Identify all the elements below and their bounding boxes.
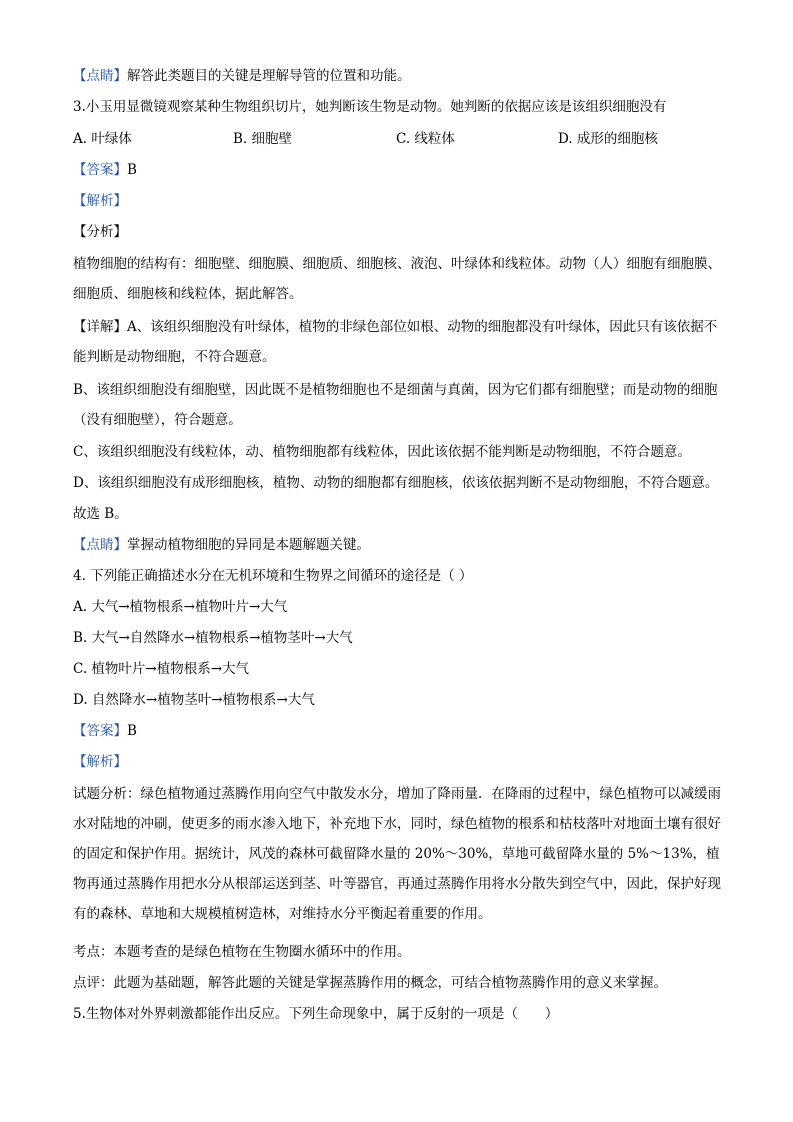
q3-xiangjie-a — [73, 312, 723, 372]
q3-xiangjie-b: B、该组织细胞没有细胞壁，因此既不是植物细胞也不是细菌与真菌，因为它们都有细胞壁；而是动物的细胞（没有细胞壁），符合题意。 — [73, 382, 718, 428]
dianjing-text: 解答此类题目的关键是理解导管的位置和功能。 — [127, 68, 411, 84]
dianjing-label: 【点睛】 — [73, 68, 127, 84]
q4-option-d: D. 自然降水→植物茎叶→植物根系→大气 — [73, 692, 315, 708]
q4-stem: 4. 下列能正确描述水分在无机环境和生物界之间循环的途径是（ ） — [73, 568, 473, 584]
q3-xiangjie-c: C、该组织细胞没有线粒体，动、植物细胞都有线粒体，因此该依据不能判断是动物细胞，不符合题意。 — [73, 444, 691, 460]
answer-value: B — [127, 723, 137, 739]
xiangjie-label: 【详解】 — [73, 319, 127, 335]
q4-kaodian: 考点：本题考查的是绿色植物在生物圈水循环中的作用。 — [73, 944, 411, 960]
answer-value: B — [127, 162, 137, 178]
q4-dianping: 点评：此题为基础题，解答此题的关键是掌握蒸腾作用的概念，可结合植物蒸腾作用的意义来掌握。 — [73, 975, 667, 991]
q4-option-b: B. 大气→自然降水→植物根系→植物茎叶→大气 — [73, 630, 353, 646]
q5-stem: 5.生物体对外界刺激都能作出反应。下列生命现象中，属于反射的一项是（ ） — [73, 1006, 559, 1022]
q4-answer — [73, 721, 723, 741]
q3-option-c: C. 线粒体 — [396, 131, 455, 147]
dianjing-text: 掌握动植物细胞的异同是本题解题关键。 — [127, 537, 370, 553]
xiangjie-a-text: A、该组织细胞没有叶绿体，植物的非绿色部位如根、动物的细胞都没有叶绿体，因此只有该依据不能判断是动物细胞，不符合题意。 — [73, 319, 718, 365]
q3-option-d: D. 成形的细胞核 — [558, 131, 658, 147]
q3-option-b: B. 细胞壁 — [233, 131, 293, 147]
q2-dianjing — [73, 66, 723, 86]
dianjing-label: 【点睛】 — [73, 537, 127, 553]
q3-options — [73, 129, 723, 149]
q3-dianjing — [73, 535, 723, 555]
q4-option-a: A. 大气→植物根系→植物叶片→大气 — [73, 599, 288, 615]
q3-fenxi-label: 【分析】 — [73, 224, 127, 240]
q4-option-c: C. 植物叶片→植物根系→大气 — [73, 661, 250, 677]
answer-label: 【答案】 — [73, 162, 127, 178]
q3-stem: 3.小玉用显微镜观察某种生物组织切片，她判断该生物是动物。她判断的依据应该是该组织细胞没有 — [73, 99, 667, 115]
q3-option-a: A. 叶绿体 — [73, 131, 132, 147]
q3-conclusion: 故选 B。 — [73, 506, 128, 522]
q3-fenxi-text: 植物细胞的结构有：细胞壁、细胞膜、细胞质、细胞核、液泡、叶绿体和线粒体。动物（人）细胞有细胞膜、细胞质、细胞核和线粒体，据此解答。 — [73, 256, 721, 302]
q4-analysis-text: 试题分析：绿色植物通过蒸腾作用向空气中散发水分，增加了降雨量．在降雨的过程中，绿色植物可以减缓雨水对陆地的冲刷，使更多的雨水渗入地下，补充地下水，同时，绿色植物的根系和枯枝落叶对地面土壤有很好的固定和保护作用。据统计，风茂的森林可截留降水量的 20%～30%，草地可截留降水量的 5%～13%，植物再通过蒸腾作用把水分从根部运送到茎、叶等器官，再通过蒸腾作用将水分散失到空气中，因此，保护好现有的森林、草地和大规模植树造林，对维持水分平衡起着重要的作用。 — [73, 786, 721, 922]
answer-label: 【答案】 — [73, 723, 127, 739]
q3-analysis-label: 【解析】 — [73, 193, 127, 209]
q3-answer — [73, 160, 723, 180]
q3-xiangjie-d: D、该组织细胞没有成形细胞核，植物、动物的细胞都有细胞核，依该依据判断不是动物细胞，不符合题意。 — [73, 475, 719, 491]
q4-analysis-label: 【解析】 — [73, 754, 127, 770]
